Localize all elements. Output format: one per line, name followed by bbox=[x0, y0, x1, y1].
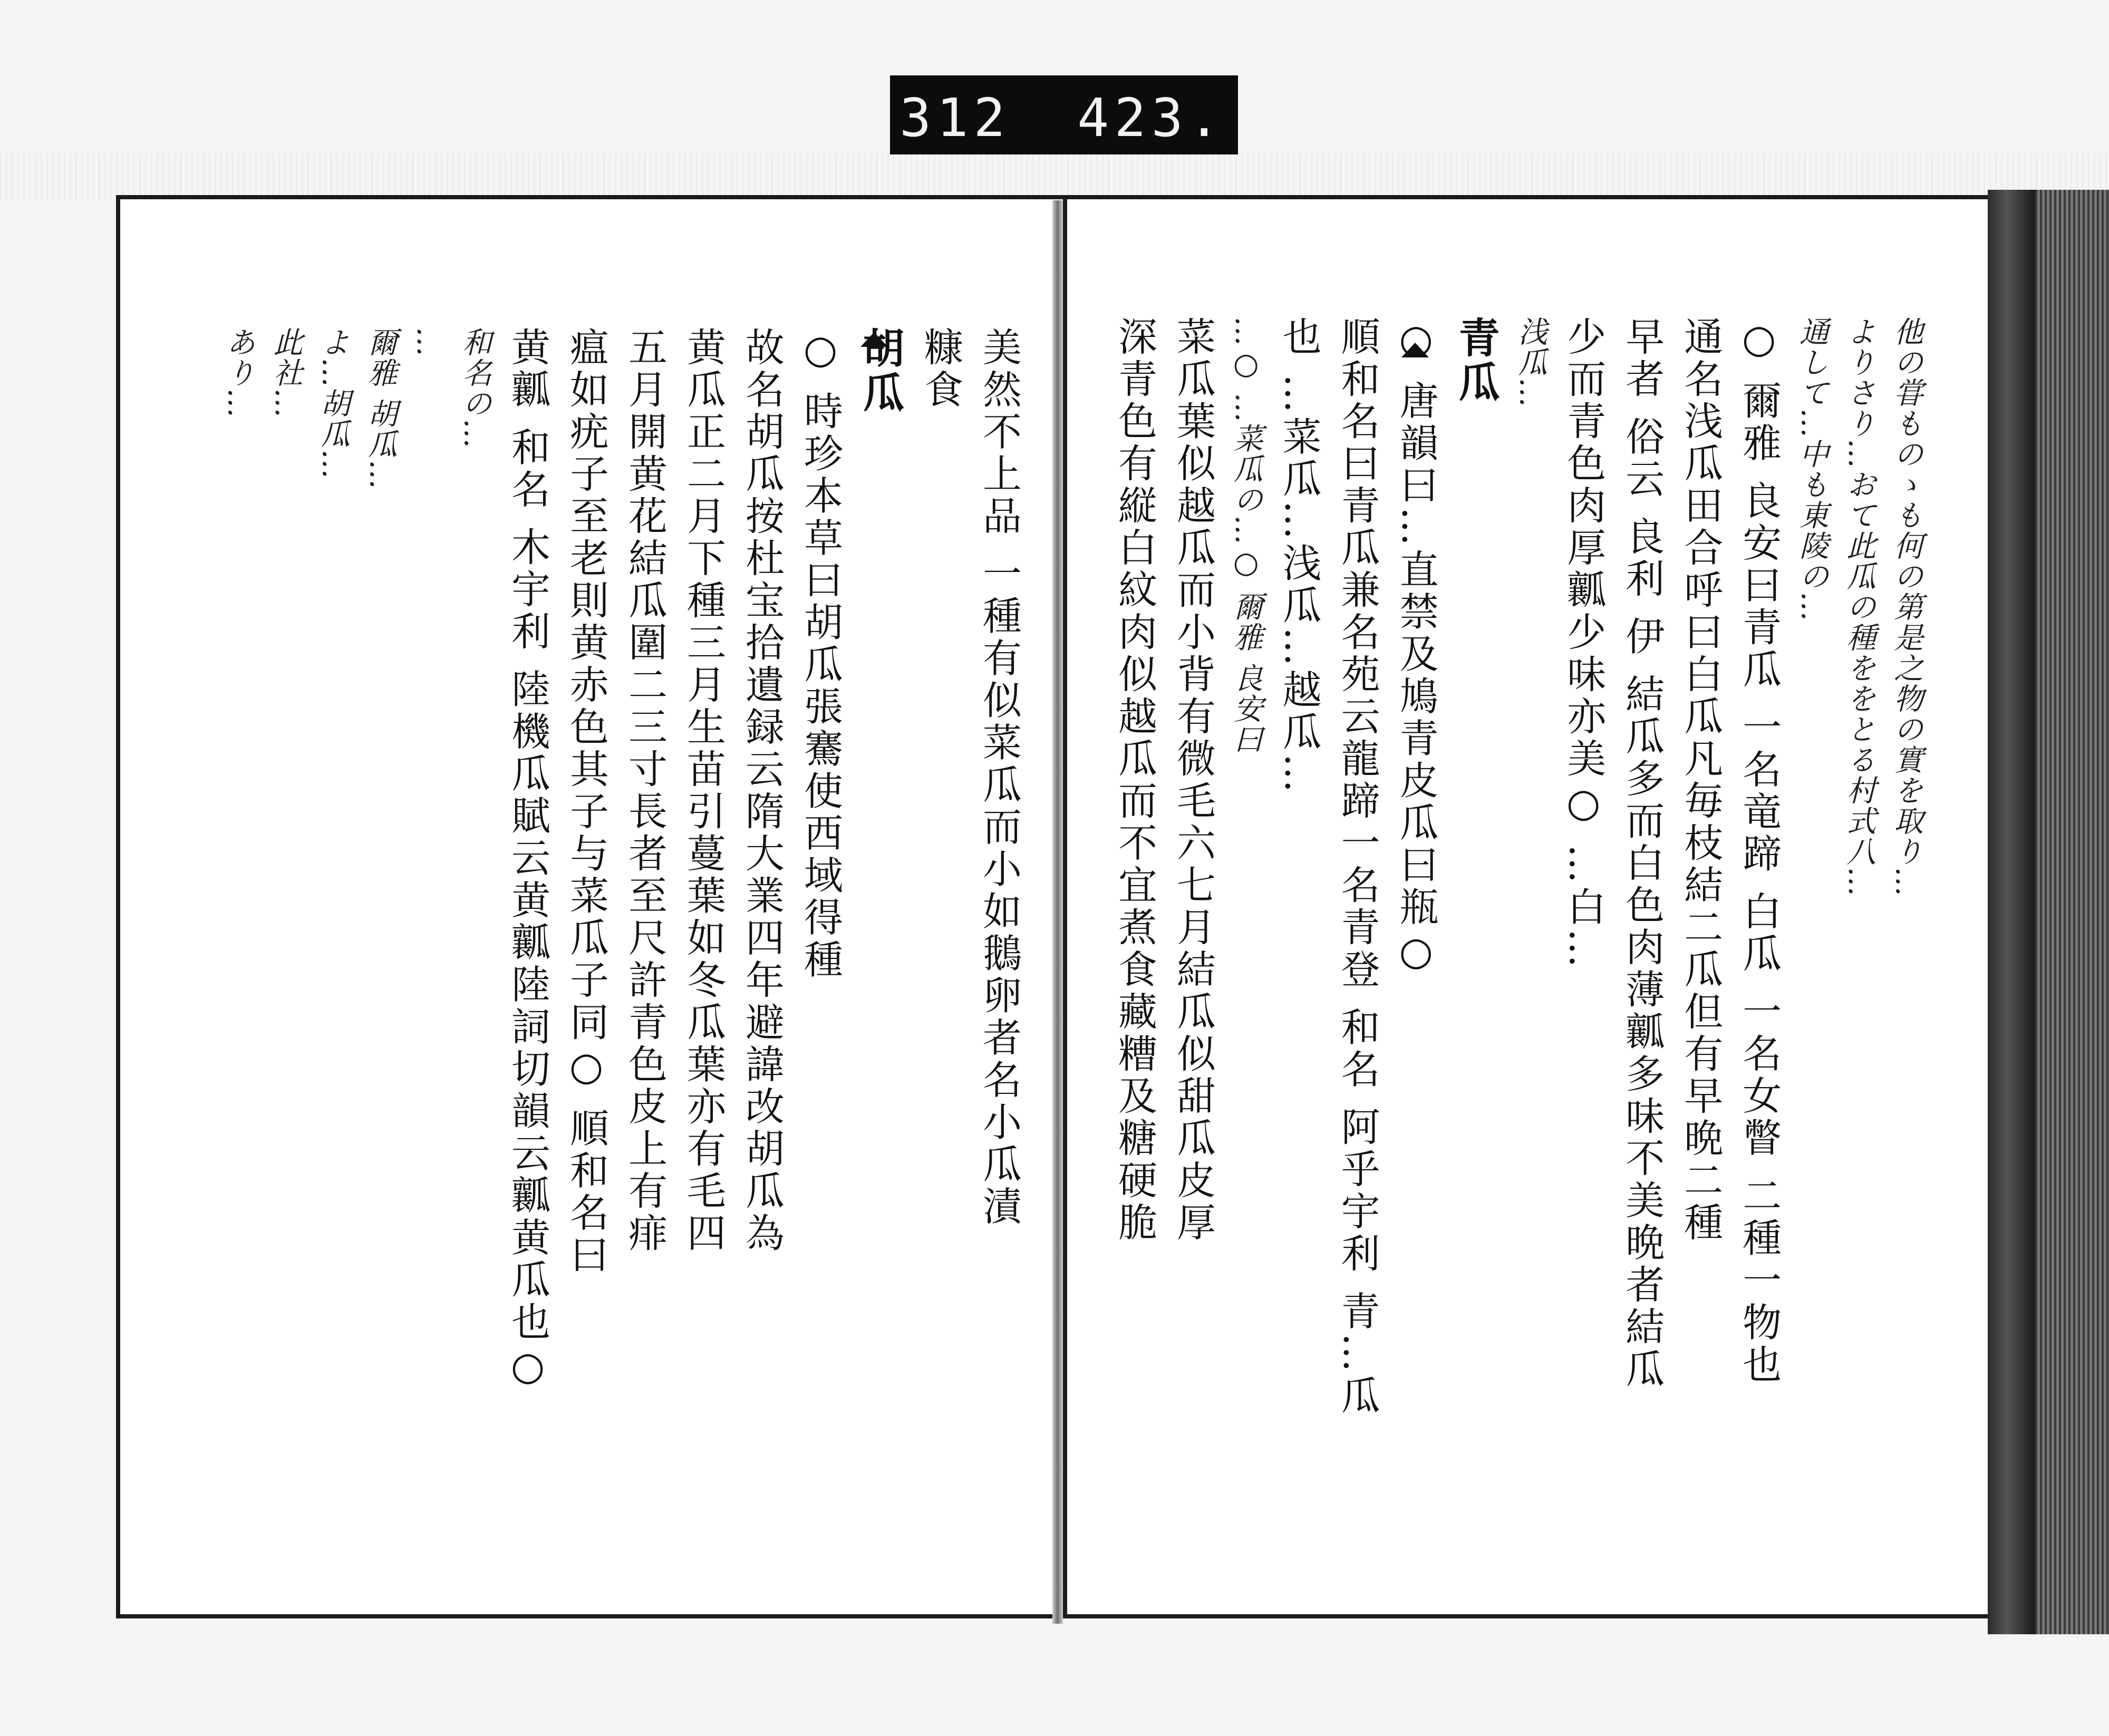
text-column: 順和名曰青瓜兼名苑云龍蹄一名青登 和名 阿乎宇利 青…瓜 bbox=[1334, 316, 1380, 1418]
text-column: ○ 時珍本草曰胡瓜張騫使西域得種 bbox=[798, 327, 843, 982]
text-column: よりさり…おて此瓜の種ををとる村式八… bbox=[1842, 316, 1876, 897]
text-column: ○ 爾雅 良安曰青瓜 一名竜蹄 白瓜 一名女瞥 二種一物也 bbox=[1736, 316, 1782, 1386]
text-column: 此社… bbox=[268, 327, 303, 419]
text-column: 瘟如疣子至老則黄赤色其子与菜瓜子同○ 順和名曰 bbox=[564, 327, 609, 1277]
text-column: 早者 俗云 良利 伊 結瓜多而白色肉薄瓤多味不美晩者結瓜 bbox=[1619, 316, 1665, 1391]
catalog-label bbox=[890, 75, 1238, 154]
text-column: よ…胡瓜… bbox=[316, 327, 351, 480]
text-column: 也 …菜瓜…浅瓜…越瓜… bbox=[1276, 316, 1322, 796]
page-edges bbox=[1988, 190, 2035, 1634]
text-column: あり… bbox=[221, 327, 256, 419]
text-column: 黄瓤 和名 木宇利 陸機瓜賦云黄瓤陸詞切韻云瓤黄瓜也○ bbox=[505, 327, 550, 1392]
section-heading: 青瓜 bbox=[1452, 316, 1500, 405]
text-column: ○ 唐韻曰…直禁及鳩青皮瓜曰瓶○ bbox=[1393, 316, 1439, 977]
text-column: 菜瓜葉似越瓜而小背有微毛六七月結瓜似甜瓜皮厚 bbox=[1170, 316, 1216, 1244]
section-heading: 胡瓜 bbox=[856, 327, 904, 415]
text-column: … bbox=[410, 327, 445, 357]
text-column: 浅瓜… bbox=[1513, 316, 1548, 408]
catalog-label-left: 312 bbox=[899, 87, 1011, 149]
text-column: …○ …菜瓜の…○ 爾雅 良安曰 bbox=[1228, 316, 1263, 755]
text-column: 五月開黄花結瓜圍二三寸長者至尺許青色皮上有痱 bbox=[622, 327, 667, 1255]
text-column: 深青色有縦白紋肉似越瓜而不宜煮食藏糟及糖硬脆 bbox=[1112, 316, 1158, 1244]
book-gutter bbox=[1052, 200, 1063, 1624]
page-edges-stack bbox=[2035, 190, 2109, 1634]
left-page-text bbox=[174, 327, 1028, 1582]
text-column: 黄瓜正二月下種三月生苗引蔓葉如冬瓜葉亦有毛四 bbox=[681, 327, 726, 1255]
text-column: 他の甞ものゝも何の第是之物の實を取り… bbox=[1889, 316, 1923, 897]
right-page-text bbox=[1086, 316, 1930, 1571]
text-column: 爾雅 胡瓜… bbox=[363, 327, 398, 490]
text-column: 通名浅瓜田合呼曰白瓜凡毎枝結二瓜但有早晩二種 bbox=[1678, 316, 1724, 1244]
text-column: 糠食 bbox=[918, 327, 963, 411]
text-column: 故名胡瓜按杜宝拾遺録云隋大業四年避諱改胡瓜為 bbox=[739, 327, 785, 1255]
text-column: 和名の… bbox=[458, 327, 492, 449]
text-column: 通して…中も東陵の… bbox=[1794, 316, 1829, 622]
text-column: 少而青色肉厚瓤少味亦美○ …白… bbox=[1561, 316, 1607, 971]
scan-noise-band bbox=[0, 153, 2109, 200]
text-column: 美然不上品 一種有似菜瓜而小如鵝卵者名小瓜漬 bbox=[976, 327, 1022, 1228]
catalog-label-right: 423. bbox=[1077, 87, 1225, 149]
